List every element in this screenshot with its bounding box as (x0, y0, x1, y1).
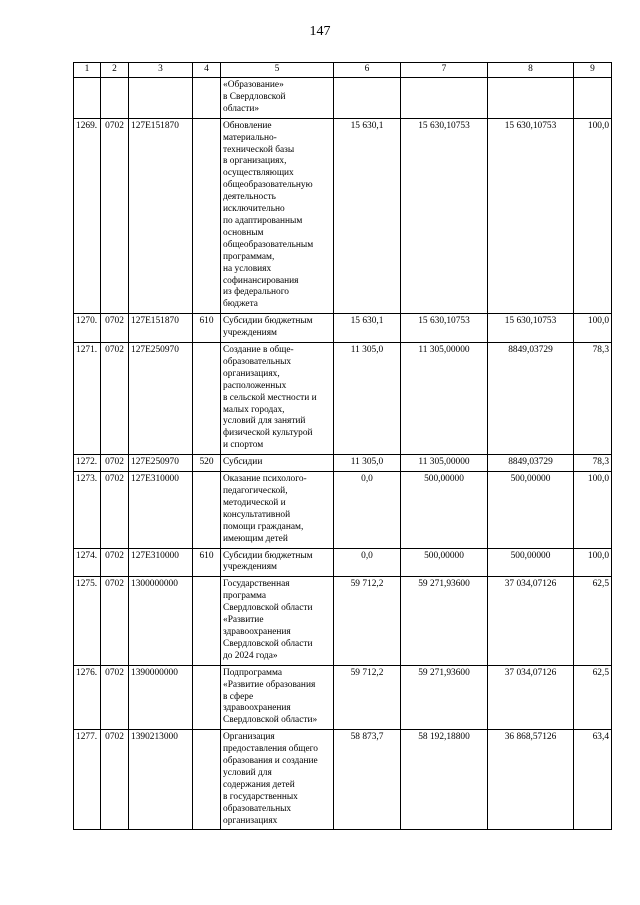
target-code-cell (129, 78, 193, 119)
header-cell: 4 (193, 63, 221, 78)
expense-type-cell (193, 118, 221, 314)
executed-amount-cell: 500,00000 (488, 548, 574, 577)
table-row (74, 343, 612, 455)
approved-amount-cell: 59 271,93600 (401, 577, 488, 665)
execution-percent-cell: 100,0 (574, 118, 612, 314)
header-cell: 5 (221, 63, 334, 78)
row-number-cell: 1269. (74, 118, 101, 314)
approved-amount-cell: 15 630,10753 (401, 118, 488, 314)
table-row (74, 314, 612, 343)
target-code-cell: 127E151870 (129, 118, 193, 314)
planned-amount-cell: 59 712,2 (334, 577, 401, 665)
executed-amount-cell: 8849,03729 (488, 455, 574, 472)
target-code-cell: 1390213000 (129, 730, 193, 830)
target-code-cell: 127E250970 (129, 343, 193, 455)
execution-percent-cell: 78,3 (574, 455, 612, 472)
header-cell: 3 (129, 63, 193, 78)
executed-amount-cell: 37 034,07126 (488, 665, 574, 730)
table-row (74, 472, 612, 548)
section-code-cell: 0702 (101, 730, 129, 830)
planned-amount-cell: 59 712,2 (334, 665, 401, 730)
execution-percent-cell (574, 78, 612, 119)
approved-amount-cell: 58 192,18800 (401, 730, 488, 830)
section-code-cell: 0702 (101, 472, 129, 548)
header-cell: 2 (101, 63, 129, 78)
planned-amount-cell: 58 873,7 (334, 730, 401, 830)
budget-table (73, 62, 612, 830)
row-number-cell: 1270. (74, 314, 101, 343)
section-code-cell: 0702 (101, 314, 129, 343)
approved-amount-cell: 500,00000 (401, 472, 488, 548)
target-code-cell: 127E250970 (129, 455, 193, 472)
section-code-cell: 0702 (101, 665, 129, 730)
item-name-cell: Субсидии бюджетным учреждениям (221, 314, 334, 343)
approved-amount-cell: 11 305,00000 (401, 455, 488, 472)
executed-amount-cell: 500,00000 (488, 472, 574, 548)
item-name-cell: Субсидии (221, 455, 334, 472)
header-cell: 7 (401, 63, 488, 78)
section-code-cell: 0702 (101, 118, 129, 314)
item-name-cell: Государственная программа Свердловской области «Развитие здравоохранения Свердловской области до 2024 года» (221, 577, 334, 665)
expense-type-cell (193, 472, 221, 548)
target-code-cell: 1390000000 (129, 665, 193, 730)
section-code-cell: 0702 (101, 455, 129, 472)
section-code-cell (101, 78, 129, 119)
planned-amount-cell: 15 630,1 (334, 118, 401, 314)
execution-percent-cell: 78,3 (574, 343, 612, 455)
planned-amount-cell (334, 78, 401, 119)
approved-amount-cell: 15 630,10753 (401, 314, 488, 343)
executed-amount-cell: 8849,03729 (488, 343, 574, 455)
approved-amount-cell: 59 271,93600 (401, 665, 488, 730)
target-code-cell: 127E310000 (129, 548, 193, 577)
execution-percent-cell: 100,0 (574, 548, 612, 577)
executed-amount-cell: 15 630,10753 (488, 118, 574, 314)
table-row (74, 78, 612, 119)
item-name-cell: Подпрограмма «Развитие образования в сфере здравоохранения Свердловской области» (221, 665, 334, 730)
planned-amount-cell: 15 630,1 (334, 314, 401, 343)
executed-amount-cell: 15 630,10753 (488, 314, 574, 343)
row-number-cell: 1276. (74, 665, 101, 730)
row-number-cell: 1275. (74, 577, 101, 665)
executed-amount-cell (488, 78, 574, 119)
target-code-cell: 127E310000 (129, 472, 193, 548)
item-name-cell: Оказание психолого- педагогической, методической и консультативной помощи гражданам, имеющим детей (221, 472, 334, 548)
expense-type-cell (193, 343, 221, 455)
expense-type-cell: 610 (193, 314, 221, 343)
table-row (74, 118, 612, 314)
item-name-cell: Создание в обще- образовательных организациях, расположенных в сельской местности и малых городах, условий для занятий физической культурой и спортом (221, 343, 334, 455)
approved-amount-cell: 11 305,00000 (401, 343, 488, 455)
header-cell: 8 (488, 63, 574, 78)
header-cell: 6 (334, 63, 401, 78)
target-code-cell: 1300000000 (129, 577, 193, 665)
item-name-cell: Субсидии бюджетным учреждениям (221, 548, 334, 577)
table-row (74, 577, 612, 665)
table-row (74, 730, 612, 830)
row-number-cell: 1271. (74, 343, 101, 455)
section-code-cell: 0702 (101, 577, 129, 665)
page-number: 147 (309, 24, 331, 39)
row-number-cell: 1272. (74, 455, 101, 472)
row-number-cell: 1273. (74, 472, 101, 548)
expense-type-cell: 520 (193, 455, 221, 472)
section-code-cell: 0702 (101, 343, 129, 455)
execution-percent-cell: 100,0 (574, 472, 612, 548)
header-cell: 1 (74, 63, 101, 78)
item-name-cell: Организация предоставления общего образования и создание условий для содержания детей в государственных образовательных организациях (221, 730, 334, 830)
expense-type-cell: 610 (193, 548, 221, 577)
row-number-cell: 1277. (74, 730, 101, 830)
execution-percent-cell: 63,4 (574, 730, 612, 830)
item-name-cell: Обновление материально- технической базы в организациях, осуществляющих общеобразовательную деятельность исключительно по адаптированным основным общеобразовательным программам, на условиях софинансирования из федерального бюджета (221, 118, 334, 314)
approved-amount-cell (401, 78, 488, 119)
planned-amount-cell: 11 305,0 (334, 455, 401, 472)
approved-amount-cell: 500,00000 (401, 548, 488, 577)
section-code-cell: 0702 (101, 548, 129, 577)
executed-amount-cell: 36 868,57126 (488, 730, 574, 830)
header-cell: 9 (574, 63, 612, 78)
execution-percent-cell: 62,5 (574, 577, 612, 665)
row-number-cell: 1274. (74, 548, 101, 577)
table-row (74, 455, 612, 472)
planned-amount-cell: 0,0 (334, 548, 401, 577)
row-number-cell (74, 78, 101, 119)
planned-amount-cell: 0,0 (334, 472, 401, 548)
table-row (74, 665, 612, 730)
expense-type-cell (193, 577, 221, 665)
executed-amount-cell: 37 034,07126 (488, 577, 574, 665)
execution-percent-cell: 100,0 (574, 314, 612, 343)
table-row (74, 548, 612, 577)
expense-type-cell (193, 665, 221, 730)
target-code-cell: 127E151870 (129, 314, 193, 343)
expense-type-cell (193, 730, 221, 830)
planned-amount-cell: 11 305,0 (334, 343, 401, 455)
execution-percent-cell: 62,5 (574, 665, 612, 730)
expense-type-cell (193, 78, 221, 119)
item-name-cell: «Образование» в Свердловской области» (221, 78, 334, 119)
table-header-row (74, 63, 612, 78)
